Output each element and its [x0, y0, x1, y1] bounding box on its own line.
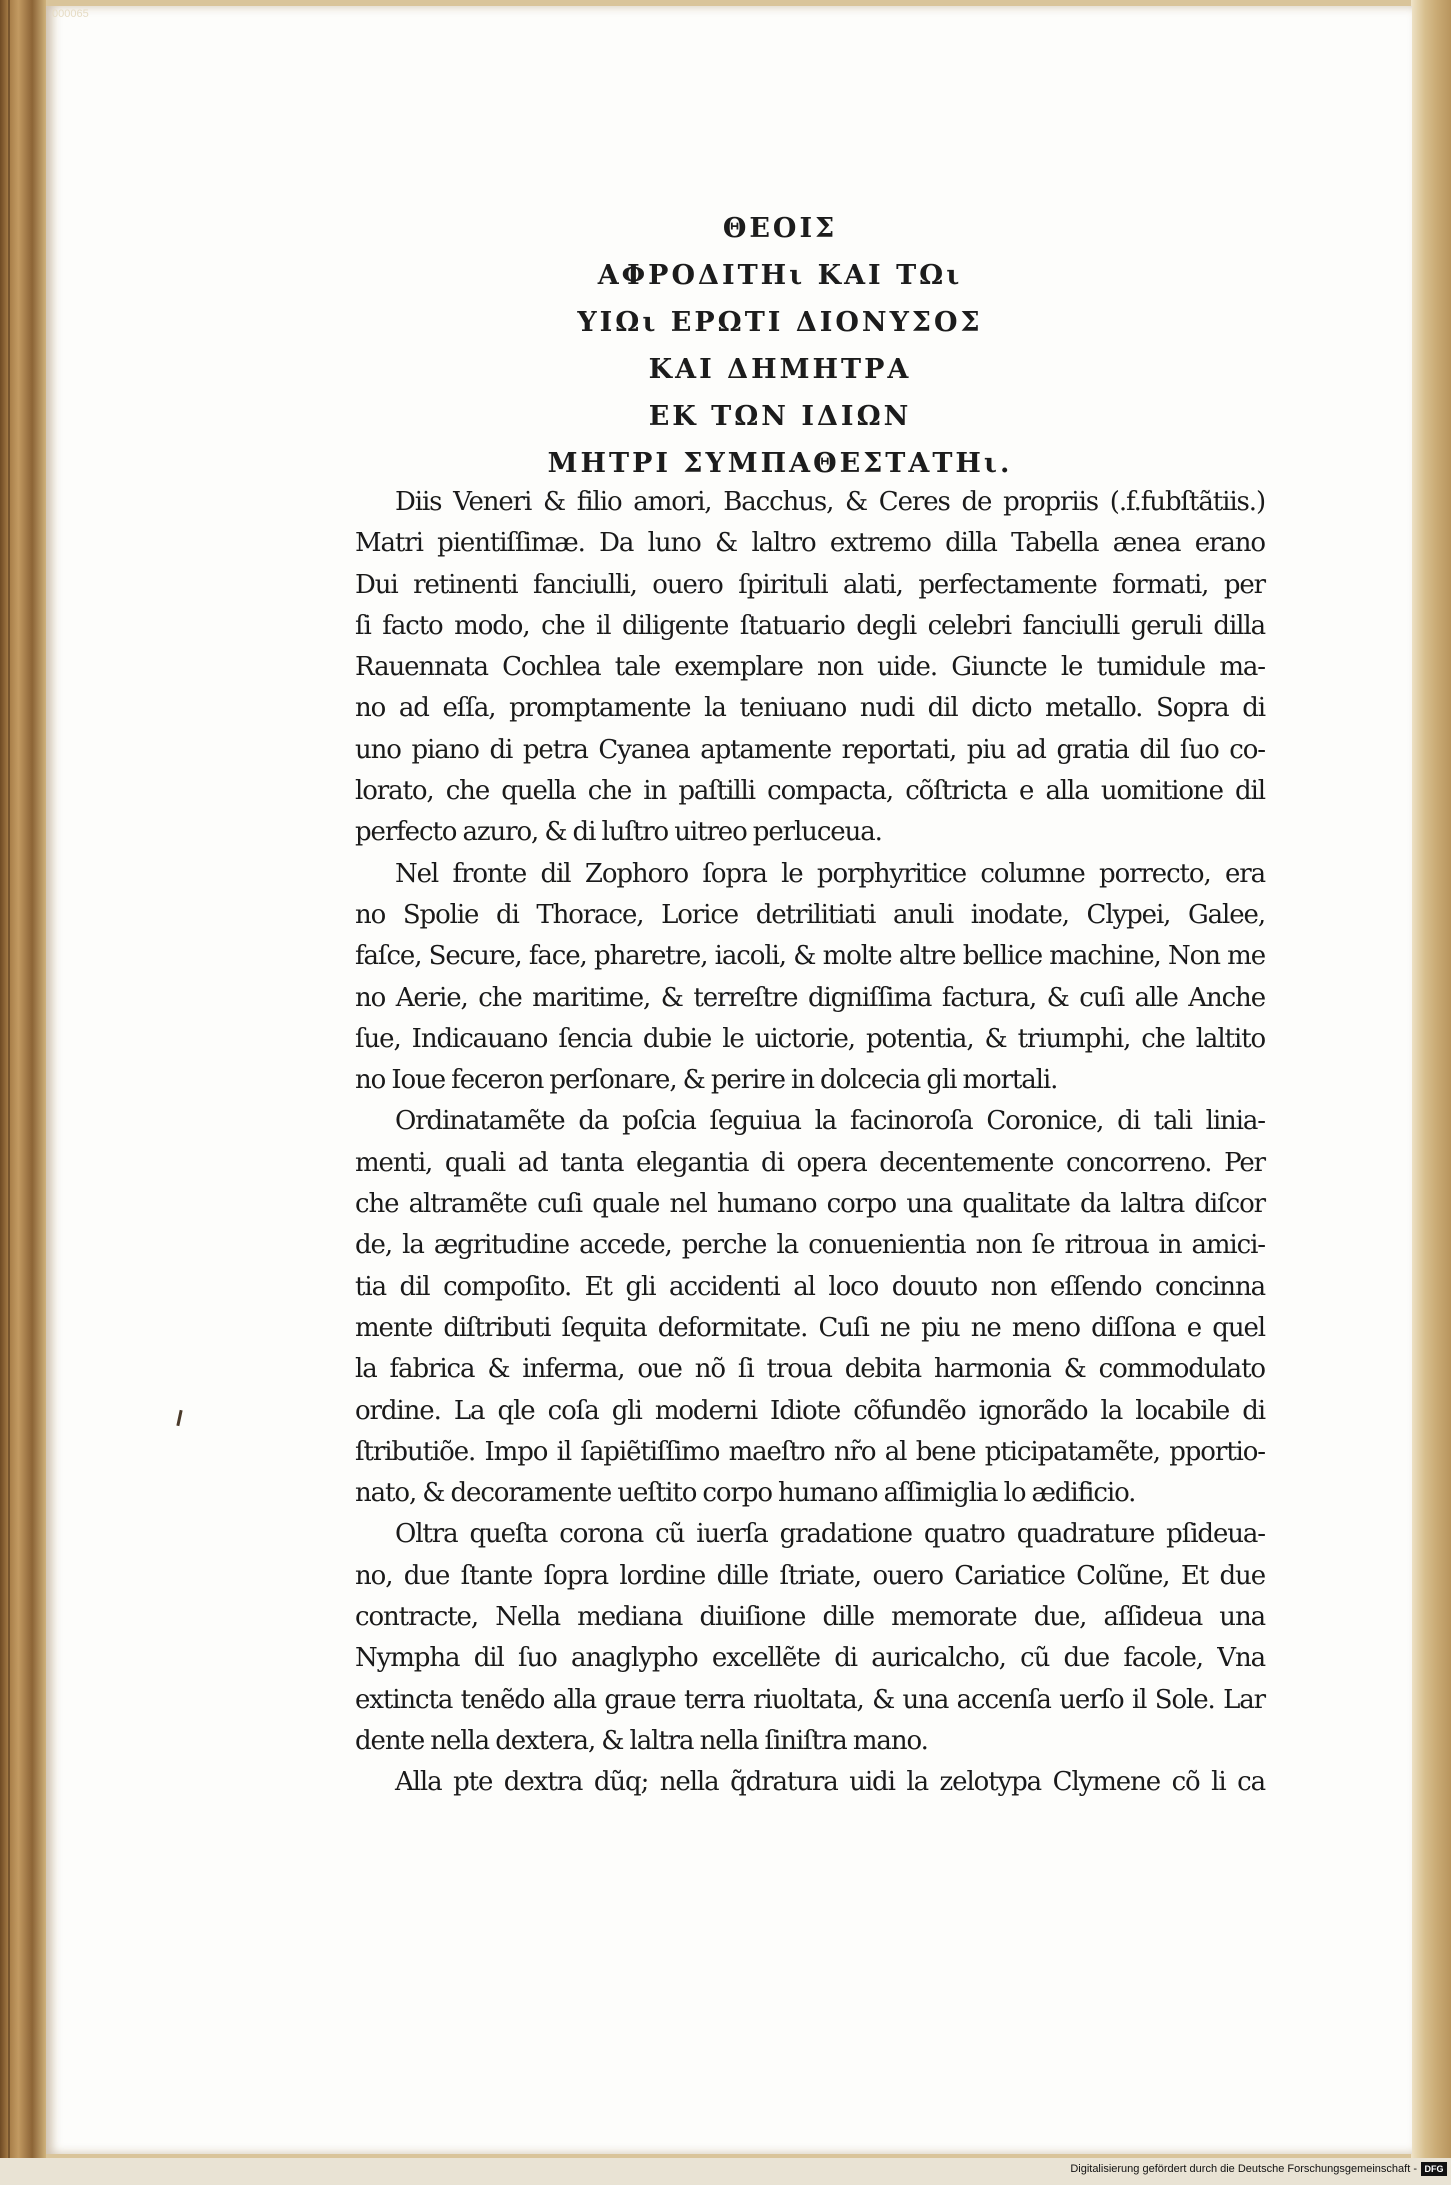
text-line: uno piano di petra Cyanea aptamente reportati, piu ad gratia dil ſuo co- [355, 734, 1265, 765]
text-line: Matri pientiſſimæ. Da luno & laltro extremo dilla Tabella ænea erano [355, 528, 1265, 559]
text-line: nato, & decoramente ueſtito corpo humano aſſimiglia lo ædificio. [355, 1478, 1136, 1509]
text-line: la fabrica & inferma, oue nõ ſi troua debita harmonia & commodulato [355, 1354, 1265, 1385]
text-line: ſi facto modo, che il diligente ſtatuario degli celebri fanciulli geruli dilla [355, 610, 1265, 641]
text-line: Dui retinenti fanciulli, ouero ſpirituli alati, perfectamente formati, per [355, 569, 1265, 600]
text-line: no ad eſſa, promptamente la teniuano nudi dil dicto metallo. Sopra di [355, 693, 1265, 724]
text-line: no Ioue feceron perſonare, & perire in dolcecia gli mortali. [355, 1065, 1058, 1096]
text-line: dente nella dextera, & laltra nella ſiniſtra mano. [355, 1725, 928, 1756]
inscription-line: ΘΕΟΙΣ [722, 213, 838, 244]
binding-edge [8, 0, 10, 2185]
text-line: che altramẽte cuſi quale nel humano corpo una qualitate da laltra diſcor [355, 1189, 1265, 1220]
text-line: lorato, che quella che in paſtilli compacta, cõſtricta e alla uomitione dil [355, 776, 1265, 807]
text-line: perfecto azuro, & di luſtro uitreo perluceua. [355, 817, 882, 848]
book-binding [0, 0, 46, 2185]
text-line: Nympha dil ſuo anaglypho excellẽte di auricalcho, cũ due facole, Vna [355, 1643, 1265, 1674]
text-line: Nel fronte dil Zophoro ſopra le porphyritice columne porrecto, era [395, 858, 1265, 889]
inscription-line: ΚΑΙ ΔΗΜΗΤΡΑ [648, 354, 912, 385]
text-line: de, la ægritudine accede, perche la conuenientia non ſe ritroua in amici- [355, 1230, 1265, 1261]
text-line: faſce, Secure, face, pharetre, iacoli, & molte altre bellice machine, Non me [355, 941, 1265, 972]
page-edges [1411, 0, 1451, 2185]
text-line: ordine. La qle coſa gli moderni Idiote cõfundẽo ignorãdo la locabile di [355, 1395, 1265, 1426]
inscription-line: ΜΗΤΡΙ ΣΥΜΠΑΘΕΣΤΑΤΗι. [547, 448, 1013, 479]
text-line: Ordinatamẽte da poſcia ſeguiua la facinoroſa Coronice, di tali linia- [395, 1106, 1265, 1137]
footer-credit: Digitalisierung gefördert durch die Deutsche Forschungsgemeinschaft - [1070, 2163, 1417, 2175]
scan-number: 000065 [52, 8, 89, 20]
text-line: Alla pte dextra dũq; nella q̃dratura uidi la zelotypa Clymene cõ li ca [395, 1767, 1265, 1798]
text-line: Oltra queſta corona cũ iuerſa gradatione quatro quadrature pſideua- [395, 1519, 1265, 1550]
text-line: ſtributiõe. Impo il ſapiẽtiſſimo maeſtro nr̃o al bene pticipatamẽte, pportio- [355, 1436, 1265, 1467]
inscription-line: ΑΦΡΟΔΙΤΗι ΚΑΙ ΤΩι [597, 260, 963, 291]
greek-inscription [500, 205, 1060, 487]
text-line: no, due ſtante ſopra lordine dille ſtriate, ouero Cariatice Colũne, Et due [355, 1560, 1265, 1591]
inscription-line: ΥΙΩι ΕΡΩΤΙ ΔΙΟΝΥΣΟΣ [577, 307, 983, 338]
text-line: menti, quali ad tanta elegantia di opera decentemente concorreno. Per [355, 1147, 1265, 1178]
text-line: Diis Veneri & filio amori, Bacchus, & Ceres de propriis (.f.fubſtãtiis.) [395, 487, 1265, 517]
text-line: Rauennata Cochlea tale exemplare non uide. Giuncte le tumidule ma- [355, 652, 1265, 683]
text-line: no Spolie di Thorace, Lorice detrilitiati anuli inodate, Clypei, Galee, [355, 899, 1265, 930]
inscription-line: ΕΚ ΤΩΝ ΙΔΙΩΝ [648, 401, 912, 432]
text-line: ſue, Indicauano ſencia dubie le uictorie, potentia, & triumphi, che laltito [355, 1023, 1265, 1054]
text-line: no Aerie, che maritime, & terreſtre digniſſima factura, & cuſi alle Anche [355, 982, 1265, 1013]
dfg-logo: DFG [1421, 2162, 1447, 2176]
text-line: contracte, Nella mediana diuiſione dille memorate due, aſſideua una [355, 1602, 1265, 1633]
text-line: mente diſtributi ſequita deformitate. Cuſi ne piu ne meno diſſona e quel [355, 1312, 1265, 1343]
text-line: tia dil compoſito. Et gli accidenti al loco douuto non eſſendo concinna [355, 1271, 1265, 1302]
body-text [355, 482, 1265, 1804]
text-line: extincta tenẽdo alla graue terra riuoltata, & una accenſa uerſo il Sole. Lar [355, 1684, 1265, 1715]
